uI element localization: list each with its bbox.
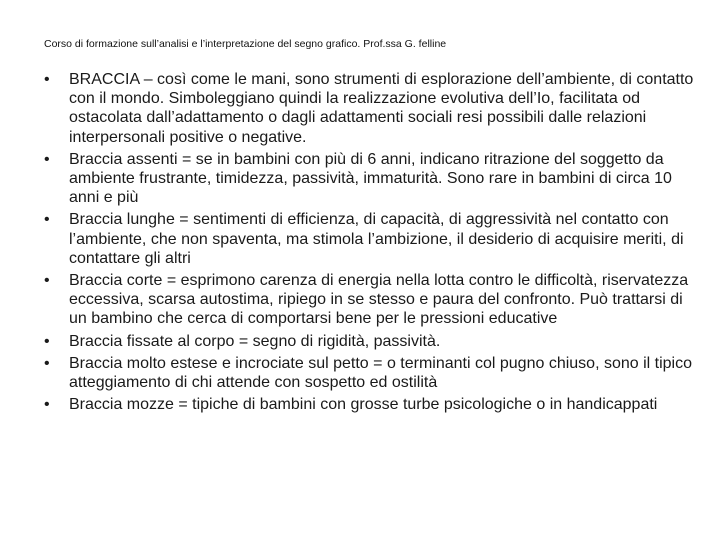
- bullet-dot-icon: •: [44, 211, 50, 229]
- bullet-dot-icon: •: [44, 332, 50, 350]
- bullet-text: Braccia assenti = se in bambini con più di 6 anni, indicano ritrazione del soggetto da ambiente frustrante, timidezza, passività, immaturità. Sono rare in bambini di circa 10 anni e più: [69, 150, 672, 207]
- bullet-text: Braccia lunghe = sentimenti di efficienza, di capacità, di aggressività nel contatto con l’ambiente, che non spaventa, ma stimola l’ambizione, il desiderio di acquisire meriti, di contattare gli altri: [69, 211, 684, 267]
- bullet-item-braccia-fissate: [44, 332, 694, 351]
- bullet-text: Braccia molto estese e incrociate sul petto = o terminanti col pugno chiuso, sono il tipico atteggiamento di chi attende con sospetto ed ostilità: [69, 354, 692, 392]
- bullet-item-braccia-assenti: [44, 150, 694, 208]
- bullet-dot-icon: •: [44, 396, 50, 414]
- bullet-text: – così come le mani, sono strumenti di esplorazione dell’ambiente, di contatto con il mondo. Simboleggiano quindi la realizzazione evolutiva dell’Io, facilitata od ostacolata dall’adattamento o dagli adattamenti sociali resi possibili dalle relazioni interpersonali positive o negative.: [69, 71, 694, 146]
- bullet-dot-icon: •: [44, 272, 50, 290]
- bullet-item-braccia-estese: [44, 354, 694, 392]
- bullet-item-braccia-corte: [44, 271, 694, 329]
- bullet-item-braccia-mozze: [44, 395, 694, 414]
- bullet-text: Braccia fissate al corpo = segno di rigidità, passività.: [69, 332, 441, 350]
- bullet-list: [44, 70, 694, 417]
- bullet-text: Braccia mozze = tipiche di bambini con grosse turbe psicologiche o in handicappati: [69, 396, 658, 414]
- bullet-item-braccia: [44, 70, 694, 147]
- bullet-dot-icon: •: [44, 71, 50, 88]
- course-header: Corso di formazione sull’analisi e l’interpretazione del segno grafico. Prof.ssa G. felline: [44, 38, 447, 50]
- bullet-dot-icon: •: [44, 354, 50, 372]
- bullet-lead: BRACCIA: [69, 71, 140, 88]
- bullet-item-braccia-lunghe: [44, 210, 694, 268]
- bullet-text: Braccia corte = esprimono carenza di energia nella lotta contro le difficoltà, riservatezza eccessiva, scarsa autostima, ripiego in se stesso e paura del confronto. Può trattarsi di un bambino che cerca di comportarsi bene per le pressioni educative: [69, 272, 689, 328]
- bullet-dot-icon: •: [44, 150, 50, 168]
